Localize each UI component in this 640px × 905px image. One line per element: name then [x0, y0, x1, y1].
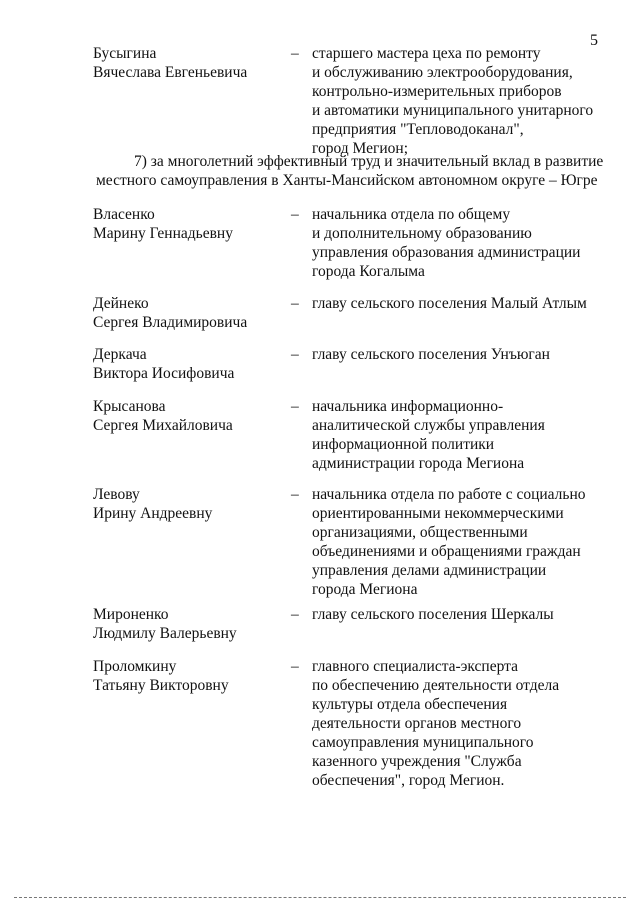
person-name — [93, 345, 283, 383]
entry-dash: – — [291, 398, 299, 415]
desc-line: казенного учреждения "Служба — [312, 753, 522, 770]
entry-dash: – — [291, 346, 299, 363]
section-paragraph — [96, 152, 616, 190]
name-line: Дейнеко — [93, 295, 149, 312]
position-description — [312, 205, 612, 281]
desc-line: информационной политики — [312, 436, 495, 453]
desc-line: управления образования администрации — [312, 244, 581, 261]
desc-line: администрации города Мегиона — [312, 455, 525, 472]
position-description — [312, 605, 612, 624]
name-line: Ирину Андреевну — [93, 505, 213, 522]
entry-dash: – — [291, 45, 299, 62]
desc-line: культуры отдела обеспечения — [312, 696, 508, 713]
position-description — [312, 657, 612, 790]
desc-line: город Мегион; — [312, 140, 408, 157]
person-name — [93, 485, 283, 523]
desc-line: аналитической службы управления — [312, 417, 545, 434]
name-line: Крысанова — [93, 398, 166, 415]
position-description — [312, 345, 612, 364]
name-line: Марину Геннадьевну — [93, 225, 233, 242]
desc-line: деятельности органов местного — [312, 715, 522, 732]
name-line: Татьяну Викторовну — [93, 677, 229, 694]
person-name — [93, 397, 283, 435]
desc-line: и обслуживанию электрооборудования, — [312, 64, 573, 81]
person-name — [93, 44, 283, 82]
scan-bottom-rule — [14, 897, 626, 898]
person-name — [93, 294, 283, 332]
position-description — [312, 397, 612, 473]
entry-dash: – — [291, 606, 299, 623]
position-description — [312, 294, 612, 313]
entry-dash: – — [291, 486, 299, 503]
desc-line: управления делами администрации — [312, 562, 547, 579]
paragraph-line: местного самоуправления в Ханты-Мансийском автономном округе – Югре — [96, 172, 598, 189]
desc-line: главу сельского поселения Унъюган — [312, 346, 550, 363]
position-description — [312, 485, 612, 599]
desc-line: города Мегиона — [312, 581, 418, 598]
name-line: Деркача — [93, 346, 147, 363]
desc-line: объединениями и обращениями граждан — [312, 543, 581, 560]
desc-line: главу сельского поселения Малый Атлым — [312, 295, 587, 312]
name-line: Проломкину — [93, 658, 177, 675]
name-line: Левову — [93, 486, 140, 503]
desc-line: предприятия "Тепловодоканал", — [312, 121, 524, 138]
desc-line: контрольно-измерительных приборов — [312, 83, 562, 100]
desc-line: города Когалыма — [312, 263, 425, 280]
desc-line: начальника информационно- — [312, 398, 504, 415]
desc-line: обеспечения", город Мегион. — [312, 772, 505, 789]
desc-line: и дополнительному образованию — [312, 225, 532, 242]
entry-dash: – — [291, 658, 299, 675]
desc-line: начальника отдела по общему — [312, 206, 511, 223]
name-line: Бусыгина — [93, 45, 157, 62]
page-number: 5 — [590, 32, 598, 49]
entry-dash: – — [291, 295, 299, 312]
desc-line: ориентированными некоммерческими — [312, 505, 564, 522]
desc-line: старшего мастера цеха по ремонту — [312, 45, 541, 62]
name-line: Вячеслава Евгеньевича — [93, 64, 248, 81]
person-name — [93, 605, 283, 643]
desc-line: главу сельского поселения Шеркалы — [312, 606, 554, 623]
name-line: Виктора Иосифовича — [93, 365, 235, 382]
person-name — [93, 205, 283, 243]
position-description — [312, 44, 612, 158]
desc-line: и автоматики муниципального унитарного — [312, 102, 594, 119]
name-line: Сергея Михайловича — [93, 417, 233, 434]
desc-line: по обеспечению деятельности отдела — [312, 677, 560, 694]
paragraph-line: 7) за многолетний эффективный труд и значительный вклад в развитие — [134, 153, 604, 170]
desc-line: самоуправления муниципального — [312, 734, 534, 751]
name-line: Сергея Владимировича — [93, 314, 248, 331]
desc-line: главного специалиста-эксперта — [312, 658, 518, 675]
entry-dash: – — [291, 206, 299, 223]
name-line: Власенко — [93, 206, 155, 223]
name-line: Мироненко — [93, 606, 169, 623]
person-name — [93, 657, 283, 695]
desc-line: начальника отдела по работе с социально — [312, 486, 586, 503]
desc-line: организациями, общественными — [312, 524, 528, 541]
name-line: Людмилу Валерьевну — [93, 625, 237, 642]
